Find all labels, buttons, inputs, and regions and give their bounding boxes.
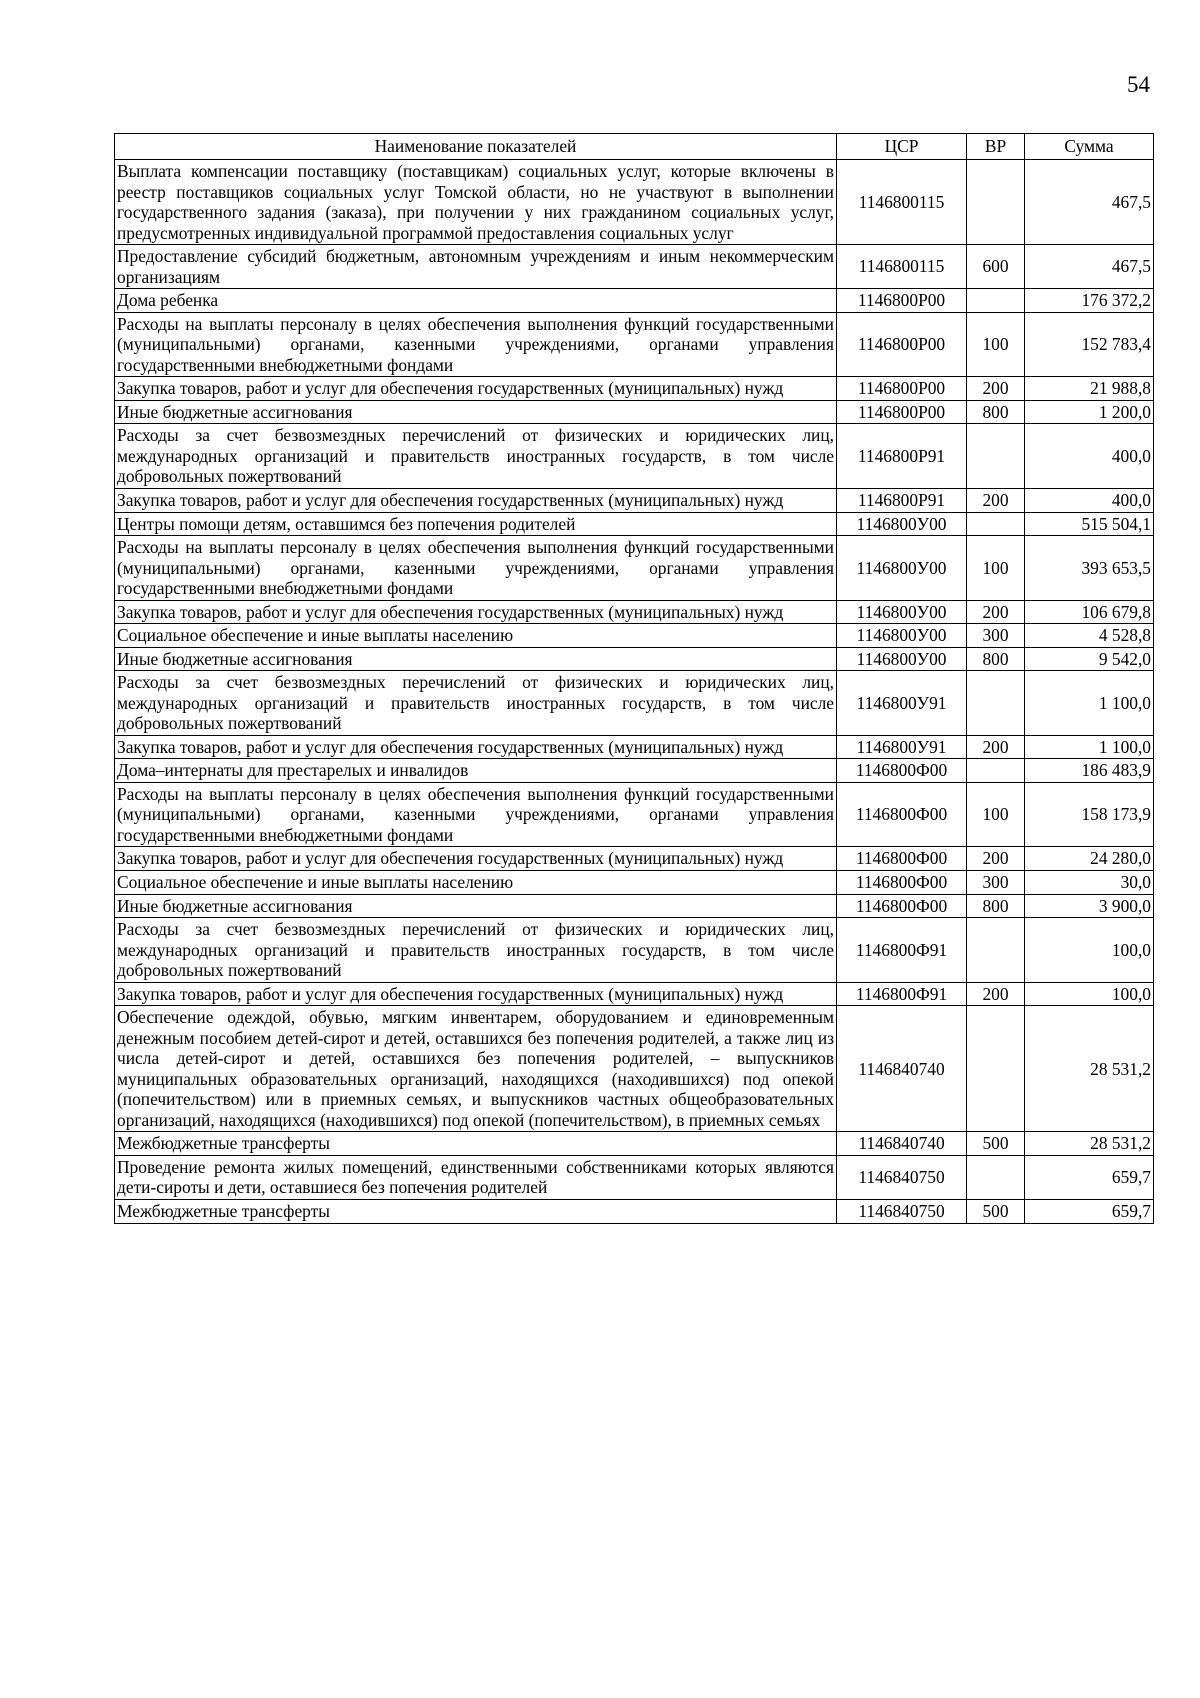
cell-code: 1146800115: [837, 245, 967, 289]
cell-code: 1146800Ф00: [837, 894, 967, 918]
cell-name: Расходы за счет безвозмездных перечислений от физических и юридических лиц, международных организаций и правительств иностранных государств, в том числе добровольных пожертвований: [115, 918, 837, 983]
table-row: [115, 671, 1154, 736]
cell-vr: [967, 759, 1025, 783]
cell-vr: 200: [967, 377, 1025, 401]
table-row: [115, 871, 1154, 895]
cell-code: 1146800Р00: [837, 400, 967, 424]
cell-vr: [967, 424, 1025, 489]
cell-vr: [967, 160, 1025, 245]
cell-code: 1146800Ф00: [837, 871, 967, 895]
table-row: [115, 894, 1154, 918]
cell-vr: 200: [967, 847, 1025, 871]
table-row: [115, 735, 1154, 759]
cell-sum: 100,0: [1025, 918, 1154, 983]
table-row: [115, 512, 1154, 536]
table-row: [115, 847, 1154, 871]
cell-vr: 800: [967, 647, 1025, 671]
cell-vr: 200: [967, 735, 1025, 759]
cell-vr: 300: [967, 871, 1025, 895]
cell-sum: 1 100,0: [1025, 671, 1154, 736]
cell-name: Расходы за счет безвозмездных перечислений от физических и юридических лиц, международных организаций и правительств иностранных государств, в том числе добровольных пожертвований: [115, 424, 837, 489]
cell-code: 1146840740: [837, 1132, 967, 1156]
cell-sum: 3 900,0: [1025, 894, 1154, 918]
cell-name: Расходы за счет безвозмездных перечислений от физических и юридических лиц, международных организаций и правительств иностранных государств, в том числе добровольных пожертвований: [115, 671, 837, 736]
cell-code: 1146840750: [837, 1155, 967, 1199]
cell-code: 1146800Р91: [837, 424, 967, 489]
cell-vr: 200: [967, 488, 1025, 512]
cell-sum: 1 100,0: [1025, 735, 1154, 759]
cell-vr: 300: [967, 624, 1025, 648]
table-row: [115, 245, 1154, 289]
cell-name: Выплата компенсации поставщику (поставщикам) социальных услуг, которые включены в реестр поставщиков социальных услуг Томской области, но не участвуют в выполнении государственного задания (заказа), при получении у них гражданином социальных услуг, предусмотренных индивидуальной программой предоставления социальных услуг: [115, 160, 837, 245]
cell-sum: 393 653,5: [1025, 536, 1154, 601]
cell-vr: 200: [967, 982, 1025, 1006]
table-row: [115, 647, 1154, 671]
table-row: [115, 624, 1154, 648]
cell-code: 1146800Ф00: [837, 759, 967, 783]
table-row: [115, 400, 1154, 424]
cell-sum: 467,5: [1025, 245, 1154, 289]
cell-vr: 800: [967, 894, 1025, 918]
cell-code: 1146800У91: [837, 735, 967, 759]
cell-vr: 200: [967, 600, 1025, 624]
cell-vr: [967, 1006, 1025, 1132]
cell-sum: 9 542,0: [1025, 647, 1154, 671]
cell-code: 1146800Ф91: [837, 918, 967, 983]
cell-name: Межбюджетные трансферты: [115, 1132, 837, 1156]
cell-vr: [967, 289, 1025, 313]
cell-sum: 4 528,8: [1025, 624, 1154, 648]
cell-vr: [967, 1155, 1025, 1199]
header-name: Наименование показателей: [115, 134, 837, 160]
cell-sum: 400,0: [1025, 424, 1154, 489]
cell-vr: [967, 512, 1025, 536]
cell-vr: 800: [967, 400, 1025, 424]
table-row: [115, 488, 1154, 512]
table-header: [115, 134, 1154, 160]
budget-table: [114, 133, 1154, 1224]
cell-vr: [967, 671, 1025, 736]
cell-name: Закупка товаров, работ и услуг для обеспечения государственных (муниципальных) нужд: [115, 847, 837, 871]
cell-name: Обеспечение одеждой, обувью, мягким инвентарем, оборудованием и единовременным денежным пособием детей-сирот и детей, оставшихся без попечения родителей, а также лиц из числа детей-сирот и детей, оставшихся без попечения родителей, – выпускников муниципальных образовательных организаций, находящихся (находившихся) под опекой (попечительством) или в приемных семьях, и выпускников частных общеобразовательных организаций, находящихся (находившихся) под опекой (попечительством), в приемных семьях: [115, 1006, 837, 1132]
cell-code: 1146800Р00: [837, 377, 967, 401]
cell-vr: 600: [967, 245, 1025, 289]
cell-name: Дома ребенка: [115, 289, 837, 313]
table-body: [115, 160, 1154, 1224]
cell-code: 1146800Р00: [837, 289, 967, 313]
cell-vr: 100: [967, 782, 1025, 847]
cell-code: 1146800У91: [837, 671, 967, 736]
cell-code: 1146800У00: [837, 624, 967, 648]
cell-code: 1146800Ф00: [837, 782, 967, 847]
cell-sum: 21 988,8: [1025, 377, 1154, 401]
cell-name: Иные бюджетные ассигнования: [115, 647, 837, 671]
cell-name: Расходы на выплаты персоналу в целях обеспечения выполнения функций государственными (муниципальными) органами, казенными учреждениями, органами управления государственными внебюджетными фондами: [115, 312, 837, 377]
table-row: [115, 289, 1154, 313]
table-row: [115, 918, 1154, 983]
table-row: [115, 982, 1154, 1006]
table-row: [115, 1199, 1154, 1223]
cell-sum: 467,5: [1025, 160, 1154, 245]
cell-sum: 28 531,2: [1025, 1006, 1154, 1132]
cell-code: 1146800115: [837, 160, 967, 245]
table-row: [115, 1132, 1154, 1156]
cell-name: Проведение ремонта жилых помещений, единственными собственниками которых являются дети-сироты и дети, оставшиеся без попечения родителей: [115, 1155, 837, 1199]
cell-sum: 158 173,9: [1025, 782, 1154, 847]
cell-sum: 24 280,0: [1025, 847, 1154, 871]
cell-name: Дома–интернаты для престарелых и инвалидов: [115, 759, 837, 783]
table-row: [115, 1006, 1154, 1132]
cell-code: 1146800Р00: [837, 312, 967, 377]
cell-sum: 176 372,2: [1025, 289, 1154, 313]
cell-name: Центры помощи детям, оставшимся без попечения родителей: [115, 512, 837, 536]
cell-name: Расходы на выплаты персоналу в целях обеспечения выполнения функций государственными (муниципальными) органами, казенными учреждениями, органами управления государственными внебюджетными фондами: [115, 782, 837, 847]
cell-sum: 515 504,1: [1025, 512, 1154, 536]
cell-code: 1146800У00: [837, 647, 967, 671]
cell-code: 1146800Ф00: [837, 847, 967, 871]
cell-name: Иные бюджетные ассигнования: [115, 894, 837, 918]
cell-sum: 400,0: [1025, 488, 1154, 512]
cell-vr: 100: [967, 312, 1025, 377]
cell-name: Предоставление субсидий бюджетным, автономным учреждениям и иным некоммерческим организациям: [115, 245, 837, 289]
cell-sum: 659,7: [1025, 1199, 1154, 1223]
table-row: [115, 782, 1154, 847]
cell-code: 1146800У00: [837, 512, 967, 536]
cell-code: 1146840750: [837, 1199, 967, 1223]
cell-name: Социальное обеспечение и иные выплаты населению: [115, 871, 837, 895]
cell-vr: 500: [967, 1132, 1025, 1156]
page-number: 54: [1127, 72, 1150, 97]
cell-vr: 500: [967, 1199, 1025, 1223]
cell-sum: 100,0: [1025, 982, 1154, 1006]
cell-name: Закупка товаров, работ и услуг для обеспечения государственных (муниципальных) нужд: [115, 377, 837, 401]
header-sum: Сумма: [1025, 134, 1154, 160]
cell-name: Расходы на выплаты персоналу в целях обеспечения выполнения функций государственными (муниципальными) органами, казенными учреждениями, органами управления государственными внебюджетными фондами: [115, 536, 837, 601]
cell-code: 1146800У00: [837, 600, 967, 624]
cell-name: Закупка товаров, работ и услуг для обеспечения государственных (муниципальных) нужд: [115, 735, 837, 759]
table-row: [115, 377, 1154, 401]
cell-code: 1146800Р91: [837, 488, 967, 512]
cell-name: Закупка товаров, работ и услуг для обеспечения государственных (муниципальных) нужд: [115, 982, 837, 1006]
cell-name: Закупка товаров, работ и услуг для обеспечения государственных (муниципальных) нужд: [115, 600, 837, 624]
header-row: [115, 134, 1154, 160]
table-row: [115, 1155, 1154, 1199]
cell-name: Иные бюджетные ассигнования: [115, 400, 837, 424]
cell-name: Социальное обеспечение и иные выплаты населению: [115, 624, 837, 648]
cell-sum: 152 783,4: [1025, 312, 1154, 377]
cell-code: 1146800Ф91: [837, 982, 967, 1006]
cell-code: 1146840740: [837, 1006, 967, 1132]
table-row: [115, 312, 1154, 377]
header-vr: ВР: [967, 134, 1025, 160]
cell-vr: 100: [967, 536, 1025, 601]
cell-sum: 659,7: [1025, 1155, 1154, 1199]
cell-sum: 1 200,0: [1025, 400, 1154, 424]
cell-sum: 186 483,9: [1025, 759, 1154, 783]
header-code: ЦСР: [837, 134, 967, 160]
table-row: [115, 160, 1154, 245]
table-row: [115, 536, 1154, 601]
cell-name: Закупка товаров, работ и услуг для обеспечения государственных (муниципальных) нужд: [115, 488, 837, 512]
table-row: [115, 424, 1154, 489]
cell-sum: 28 531,2: [1025, 1132, 1154, 1156]
cell-name: Межбюджетные трансферты: [115, 1199, 837, 1223]
cell-code: 1146800У00: [837, 536, 967, 601]
cell-sum: 106 679,8: [1025, 600, 1154, 624]
cell-vr: [967, 918, 1025, 983]
table-row: [115, 759, 1154, 783]
cell-sum: 30,0: [1025, 871, 1154, 895]
table-row: [115, 600, 1154, 624]
